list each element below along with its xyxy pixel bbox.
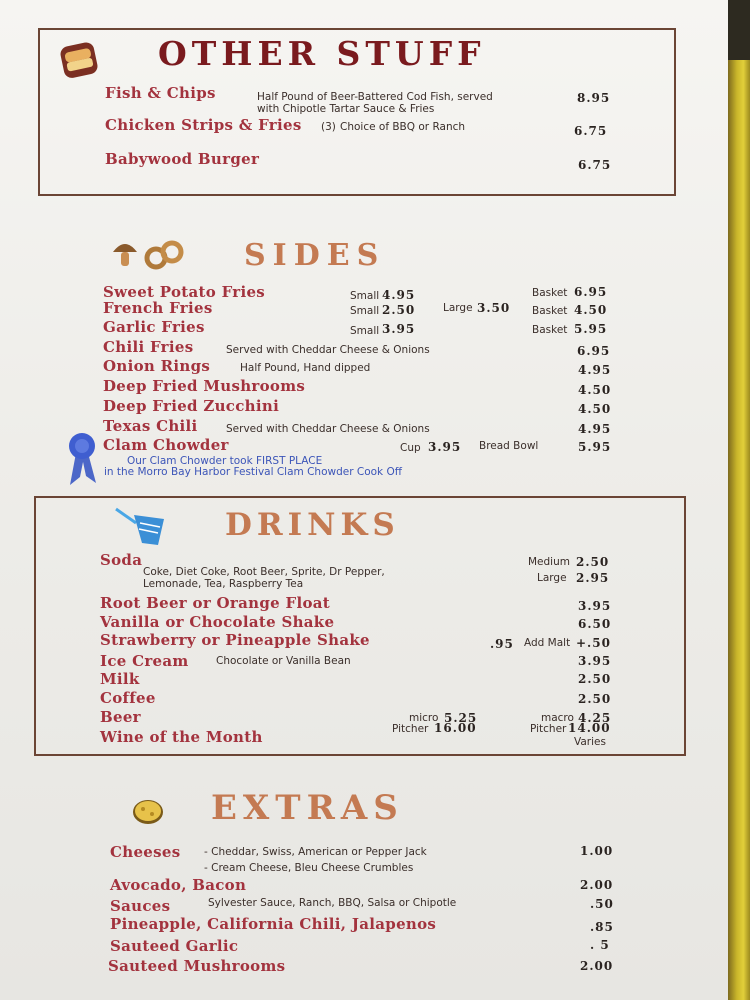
menu-item-price: 4.50 xyxy=(578,383,612,397)
menu-item-desc: Half Pound of Beer-Battered Cod Fish, served xyxy=(257,91,493,103)
menu-item-price: 3.95 xyxy=(382,322,416,336)
menu-item-desc: Lemonade, Tea, Raspberry Tea xyxy=(143,578,304,590)
menu-item-price: 5.25 xyxy=(444,711,478,725)
onion-rings-icon xyxy=(142,240,188,272)
menu-item-price: 6.75 xyxy=(574,124,608,138)
menu-item-name: Deep Fried Mushrooms xyxy=(103,377,306,395)
menu-item-desc: Sylvester Sauce, Ranch, BBQ, Salsa or Chipotle xyxy=(208,897,457,909)
menu-item-name: Sauteed Mushrooms xyxy=(108,957,286,975)
size-label: Small xyxy=(350,325,380,337)
menu-item-price: 2.00 xyxy=(580,959,614,973)
menu-item-price: 2.50 xyxy=(382,303,416,317)
menu-item-price: 3.95 xyxy=(578,599,612,613)
menu-item-desc: with Chipotle Tartar Sauce & Fries xyxy=(257,103,435,115)
menu-item-name: French Fries xyxy=(103,299,213,317)
menu-item-name: Soda xyxy=(100,551,143,569)
menu-item-name: Chicken Strips & Fries xyxy=(105,116,302,134)
menu-item-name: Coffee xyxy=(100,689,156,707)
size-label: Small xyxy=(350,305,380,317)
size-label: macro xyxy=(541,712,574,724)
drink-cup-icon xyxy=(114,505,168,547)
menu-item-price: 6.95 xyxy=(574,285,608,299)
mushroom-icon xyxy=(110,238,140,270)
menu-item-price: 3.95 xyxy=(428,440,462,454)
burger-icon xyxy=(58,38,102,82)
menu-item-desc: Chocolate or Vanilla Bean xyxy=(216,655,351,667)
size-label: Basket xyxy=(532,287,568,299)
menu-item-name: Vanilla or Chocolate Shake xyxy=(100,613,335,631)
menu-item-desc: Choice of BBQ or Ranch xyxy=(340,121,466,133)
menu-item-price: 2.50 xyxy=(578,672,612,686)
menu-item-desc: Half Pound, Hand dipped xyxy=(240,362,371,374)
menu-item-price: 6.75 xyxy=(578,158,612,172)
size-label: Bread Bowl xyxy=(479,440,539,452)
menu-item-price: 6.50 xyxy=(578,617,612,631)
menu-item-price: .95 xyxy=(490,637,514,651)
wall-edge-shadow xyxy=(728,0,750,60)
menu-item-name: Onion Rings xyxy=(103,357,211,375)
menu-item-qty: (3) xyxy=(321,121,336,133)
menu-item-name: Pineapple, California Chili, Jalapenos xyxy=(110,915,437,933)
menu-item-price: 5.95 xyxy=(574,322,608,336)
menu-item-price: 1.00 xyxy=(580,844,614,858)
menu-item-name: Chili Fries xyxy=(103,338,194,356)
menu-item-price: 3.95 xyxy=(578,654,612,668)
menu-item-price: Varies xyxy=(574,736,606,748)
menu-item-price: . 5 xyxy=(590,938,610,952)
menu-item-name: Deep Fried Zucchini xyxy=(103,397,280,415)
menu-item-name: Sweet Potato Fries xyxy=(103,283,266,301)
size-label: Small xyxy=(350,290,380,302)
menu-item-price: 4.50 xyxy=(578,402,612,416)
size-label: Basket xyxy=(532,324,568,336)
size-label: Add Malt xyxy=(524,637,571,649)
menu-item-name: Fish & Chips xyxy=(105,84,216,102)
size-label: Pitcher xyxy=(530,723,567,735)
wall-edge xyxy=(728,0,750,1000)
menu-item-price: 2.50 xyxy=(578,692,612,706)
drinks-title: DRINKS xyxy=(225,507,400,543)
size-label: micro xyxy=(409,712,439,724)
menu-item-desc: Served with Cheddar Cheese & Onions xyxy=(226,423,430,435)
menu-item-desc: Served with Cheddar Cheese & Onions xyxy=(226,344,430,356)
menu-item-price: 3.50 xyxy=(477,301,511,315)
ribbon-icon xyxy=(66,431,100,487)
extras-title: EXTRAS xyxy=(211,788,404,828)
menu-item-price: .85 xyxy=(590,920,614,934)
cheese-icon xyxy=(131,797,165,827)
size-label: Basket xyxy=(532,305,568,317)
menu-item-price: 2.00 xyxy=(580,878,614,892)
size-label: Large xyxy=(443,302,473,314)
menu-item-price: +.50 xyxy=(576,636,611,650)
award-note: in the Morro Bay Harbor Festival Clam Chowder Cook Off xyxy=(104,466,402,478)
menu-item-name: Avocado, Bacon xyxy=(110,876,247,894)
menu-item-name: Strawberry or Pineapple Shake xyxy=(100,631,370,649)
menu-item-name: Ice Cream xyxy=(100,652,189,670)
menu-item-name: Clam Chowder xyxy=(103,436,229,454)
size-label: Medium xyxy=(528,556,570,568)
menu-item-name: Sauteed Garlic xyxy=(110,937,239,955)
menu-item-price: .50 xyxy=(590,897,614,911)
other-stuff-title: OTHER STUFF xyxy=(158,34,486,73)
menu-item-name: Beer xyxy=(100,708,141,726)
menu-item-name: Babywood Burger xyxy=(105,150,260,168)
size-label: Cup xyxy=(400,442,421,454)
menu-item-desc: - Cheddar, Swiss, American or Pepper Jack xyxy=(204,846,427,858)
menu-item-price: 5.95 xyxy=(578,440,612,454)
menu-item-desc: Coke, Diet Coke, Root Beer, Sprite, Dr Pepper, xyxy=(143,566,385,578)
menu-item-price: 16.00 xyxy=(434,721,477,735)
menu-item-price: 4.25 xyxy=(578,711,612,725)
menu-item-price: 6.95 xyxy=(577,344,611,358)
size-label: Large xyxy=(537,572,567,584)
menu-item-name: Sauces xyxy=(110,897,171,915)
menu-item-price: 2.95 xyxy=(576,571,610,585)
menu-item-desc: - Cream Cheese, Bleu Cheese Crumbles xyxy=(204,862,414,874)
menu-item-name: Garlic Fries xyxy=(103,318,205,336)
menu-item-price: 2.50 xyxy=(576,555,610,569)
menu-item-price: 4.95 xyxy=(578,422,612,436)
sides-title: SIDES xyxy=(244,238,386,273)
award-note: Our Clam Chowder took FIRST PLACE xyxy=(127,455,323,467)
menu-item-name: Texas Chili xyxy=(103,417,198,435)
menu-item-name: Wine of the Month xyxy=(100,728,263,746)
menu-item-price: 4.95 xyxy=(382,288,416,302)
menu-item-name: Root Beer or Orange Float xyxy=(100,594,330,612)
size-label: Pitcher xyxy=(392,723,429,735)
menu-item-name: Cheeses xyxy=(110,843,181,861)
menu-item-name: Milk xyxy=(100,670,140,688)
menu-item-price: 4.95 xyxy=(578,363,612,377)
menu-item-price: 4.50 xyxy=(574,303,608,317)
menu-item-price: 8.95 xyxy=(577,91,611,105)
menu-item-price: 14.00 xyxy=(568,721,611,735)
